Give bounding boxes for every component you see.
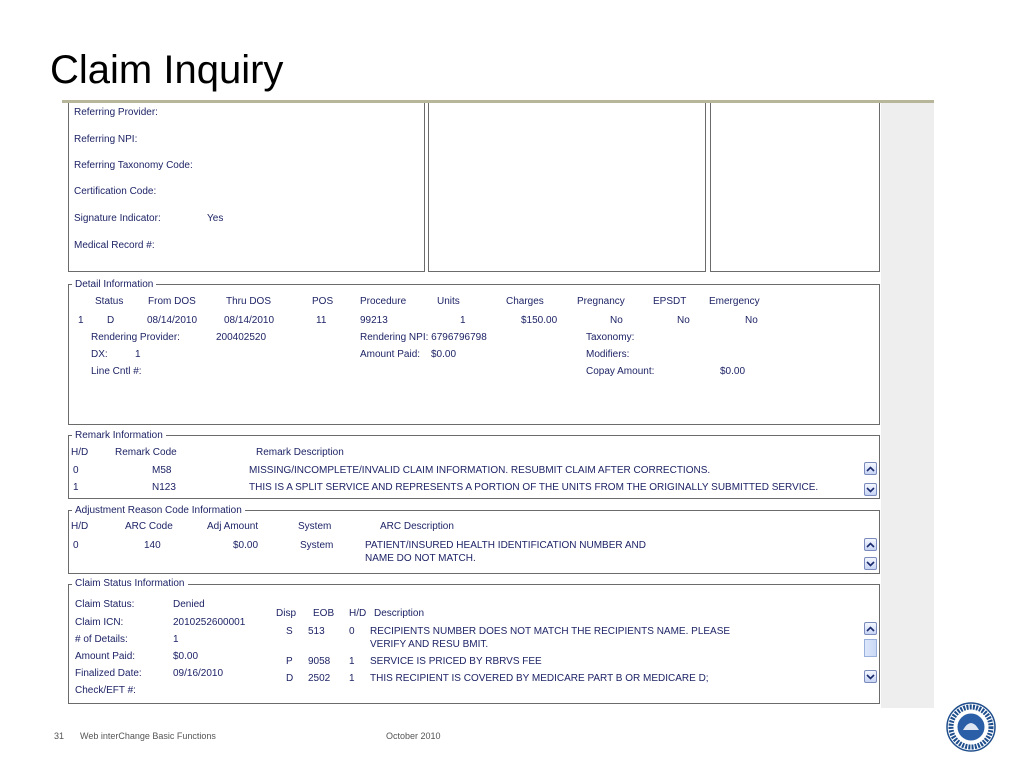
check-eft-label: Check/EFT #: <box>75 685 136 696</box>
chevron-up-icon <box>866 542 875 548</box>
certification-code-label: Certification Code: <box>74 186 157 197</box>
number-of-details-value: 1 <box>173 634 179 645</box>
referring-provider-label: Referring Provider: <box>74 107 158 118</box>
footer-page-number: 31 <box>54 731 65 741</box>
chevron-up-icon <box>866 626 875 632</box>
adjustment-header-adj-amount: Adj Amount <box>207 521 259 532</box>
detail-information-legend: Detail Information <box>72 279 156 290</box>
detail-header-procedure: Procedure <box>360 296 407 307</box>
detail-procedure-value: 99213 <box>360 315 388 326</box>
detail-emergency-value: No <box>745 315 758 326</box>
adjustment-header-arc-code: ARC Code <box>125 521 173 532</box>
detail-header-emergency: Emergency <box>709 296 760 307</box>
number-of-details-label: # of Details: <box>75 634 128 645</box>
referring-panel <box>68 103 425 272</box>
eob-row-1-description-line-1: RECIPIENTS NUMBER DOES NOT MATCH THE RECIPIENTS NAME. PLEASE <box>370 626 731 637</box>
detail-header-units: Units <box>437 296 460 307</box>
detail-thru-dos-value: 08/14/2010 <box>224 315 275 326</box>
eob-row-3-hd: 1 <box>349 673 355 684</box>
rendering-npi: Rendering NPI: 6796796798 <box>360 332 487 343</box>
adjustment-header-hd: H/D <box>71 521 89 532</box>
chevron-down-icon <box>866 561 875 567</box>
referring-taxonomy-label: Referring Taxonomy Code: <box>74 160 193 171</box>
detail-epsdt-value: No <box>677 315 690 326</box>
adjustment-row-1-description-line-1: PATIENT/INSURED HEALTH IDENTIFICATION NUMBER AND <box>365 540 646 551</box>
eob-row-3-disp: D <box>286 673 294 684</box>
adjustment-row-1-code: 140 <box>144 540 161 551</box>
referring-npi-label: Referring NPI: <box>74 134 138 145</box>
eob-row-3-description: THIS RECIPIENT IS COVERED BY MEDICARE PART B OR MEDICARE D; <box>370 673 709 684</box>
finalized-date-value: 09/16/2010 <box>173 668 224 679</box>
eob-row-1-disp: S <box>286 626 293 637</box>
remark-header-code: Remark Code <box>115 447 177 458</box>
eob-header-hd: H/D <box>349 608 367 619</box>
slide-title: Claim Inquiry <box>50 48 284 92</box>
detail-units-value: 1 <box>460 315 466 326</box>
detail-header-pregnancy: Pregnancy <box>577 296 625 307</box>
claim-icn-label: Claim ICN: <box>75 617 124 628</box>
claim-status-scroll-up-button[interactable] <box>864 622 877 635</box>
adjustment-reason-panel <box>68 510 880 574</box>
modifiers-label: Modifiers: <box>586 349 630 360</box>
detail-header-status: Status <box>95 296 124 307</box>
detail-information-panel <box>68 284 880 425</box>
detail-header-epsdt: EPSDT <box>653 296 687 307</box>
detail-header-thru-dos: Thru DOS <box>226 296 272 307</box>
adjustment-reason-legend: Adjustment Reason Code Information <box>72 505 245 516</box>
rendering-provider-value: 200402520 <box>216 332 267 343</box>
detail-header-pos: POS <box>312 296 334 307</box>
remark-information-panel <box>68 435 880 499</box>
footer-title: Web interChange Basic Functions <box>80 731 216 741</box>
remark-row-2-hd: 1 <box>73 482 79 493</box>
line-cntl-label: Line Cntl #: <box>91 366 142 377</box>
detail-charges-value: $150.00 <box>521 315 558 326</box>
chevron-up-icon <box>866 466 875 472</box>
adjustment-row-1-amount: $0.00 <box>233 540 259 551</box>
adjustment-scroll-down-button[interactable] <box>864 557 877 570</box>
claim-status-label: Claim Status: <box>75 599 135 610</box>
detail-line-number: 1 <box>78 315 84 326</box>
claim-icn-value: 2010252600001 <box>173 617 246 628</box>
dx-value: 1 <box>135 349 141 360</box>
medical-record-label: Medical Record #: <box>74 240 155 251</box>
fssa-logo-icon <box>946 702 996 752</box>
eob-row-3-eob: 2502 <box>308 673 331 684</box>
detail-header-from-dos: From DOS <box>148 296 196 307</box>
remark-row-2-description: THIS IS A SPLIT SERVICE AND REPRESENTS A PORTION OF THE UNITS FROM THE ORIGINALLY SUBMITTED SERVICE. <box>249 482 819 493</box>
eob-row-1-description-line-2: VERIFY AND RESU BMIT. <box>370 639 489 650</box>
middle-empty-panel <box>428 103 706 272</box>
eob-row-1-eob: 513 <box>308 626 325 637</box>
signature-indicator-label: Signature Indicator: <box>74 213 161 224</box>
claim-status-value: Denied <box>173 599 205 610</box>
detail-from-dos-value: 08/14/2010 <box>147 315 198 326</box>
eob-header-description: Description <box>374 608 425 619</box>
eob-row-2-hd: 1 <box>349 656 355 667</box>
remark-scroll-up-button[interactable] <box>864 462 877 475</box>
finalized-date-label: Finalized Date: <box>75 668 142 679</box>
adjustment-row-1-description-line-2: NAME DO NOT MATCH. <box>365 553 476 564</box>
right-empty-panel <box>710 103 880 272</box>
remark-row-1-description: MISSING/INCOMPLETE/INVALID CLAIM INFORMATION. RESUBMIT CLAIM AFTER CORRECTIONS. <box>249 465 711 476</box>
taxonomy-label: Taxonomy: <box>586 332 635 343</box>
remark-information-legend: Remark Information <box>72 430 166 441</box>
claim-status-scroll-down-button[interactable] <box>864 670 877 683</box>
eob-row-2-disp: P <box>286 656 293 667</box>
claim-inquiry-screen <box>62 100 934 708</box>
signature-indicator-value: Yes <box>207 213 224 224</box>
remark-row-2-code: N123 <box>152 482 176 493</box>
adjustment-header-arc-description: ARC Description <box>380 521 454 532</box>
rendering-provider-label: Rendering Provider: <box>91 332 180 343</box>
claim-status-legend: Claim Status Information <box>72 578 188 589</box>
claim-status-panel <box>68 584 880 704</box>
dx-label: DX: <box>91 349 108 360</box>
remark-header-description: Remark Description <box>256 447 344 458</box>
copay-amount-label: Copay Amount: <box>586 366 655 377</box>
footer-date: October 2010 <box>386 731 441 741</box>
adjustment-row-1-hd: 0 <box>73 540 79 551</box>
adjustment-scroll-up-button[interactable] <box>864 538 877 551</box>
adjustment-row-1-system: System <box>300 540 334 551</box>
right-gray-band <box>881 103 934 708</box>
chevron-down-icon <box>866 674 875 680</box>
eob-row-2-description: SERVICE IS PRICED BY RBRVS FEE <box>370 656 542 667</box>
detail-amount-paid-value: $0.00 <box>431 349 457 360</box>
eob-header-disp: Disp <box>276 608 297 619</box>
detail-pos-value: 11 <box>316 315 327 326</box>
remark-scroll-down-button[interactable] <box>864 483 877 496</box>
remark-row-1-hd: 0 <box>73 465 79 476</box>
chevron-down-icon <box>866 487 875 493</box>
detail-header-charges: Charges <box>506 296 544 307</box>
claim-amount-paid-label: Amount Paid: <box>75 651 136 662</box>
eob-row-2-eob: 9058 <box>308 656 331 667</box>
claim-status-scroll-thumb[interactable] <box>864 639 877 657</box>
copay-amount-value: $0.00 <box>720 366 746 377</box>
detail-pregnancy-value: No <box>610 315 623 326</box>
adjustment-header-system: System <box>298 521 332 532</box>
eob-header-eob: EOB <box>313 608 335 619</box>
remark-header-hd: H/D <box>71 447 89 458</box>
detail-status-value: D <box>107 315 115 326</box>
eob-row-1-hd: 0 <box>349 626 355 637</box>
claim-amount-paid-value: $0.00 <box>173 651 199 662</box>
detail-amount-paid-label: Amount Paid: <box>360 349 421 360</box>
remark-row-1-code: M58 <box>152 465 172 476</box>
